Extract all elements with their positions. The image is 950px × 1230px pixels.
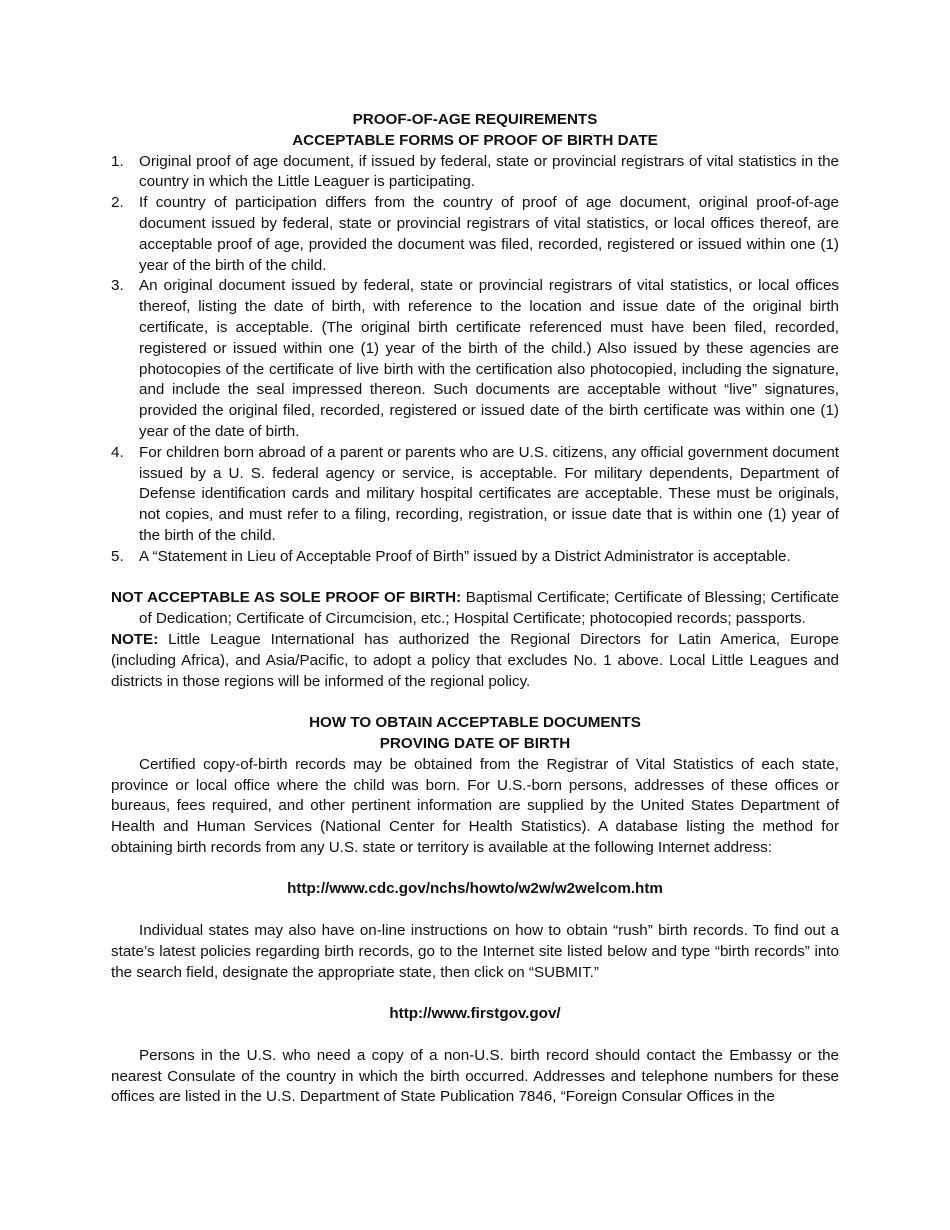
page-subtitle: ACCEPTABLE FORMS OF PROOF OF BIRTH DATE	[292, 131, 658, 149]
section-heading: HOW TO OBTAIN ACCEPTABLE DOCUMENTS	[309, 714, 641, 732]
list-item	[111, 443, 839, 547]
list-item	[111, 152, 839, 194]
list-item-text: A “Statement in Lieu of Acceptable Proof of Birth” issued by a District Administrator is acceptable.	[139, 547, 791, 565]
list-item-text: For children born abroad of a parent or parents who are U.S. citizens, any official government document issued by a U. S. federal agency or service, is acceptable. For military dependents, Department of Defense identification cards and military hospital certificates are acceptable. These must be originals, not copies, and must refer to a filing, recording, registration, or issue date that is within one (1) year of the birth of the child.	[139, 443, 839, 544]
page-title: PROOF-OF-AGE REQUIREMENTS	[352, 111, 598, 128]
list-item-text: An original document issued by federal, state or provincial registrars of vital statistics, or local offices thereof, listing the date of birth, with reference to the location and issue date of the original birth certificate, is acceptable. (The original birth certificate referenced must have been filed, recorded, registered or issued within one (1) year of the birth of the child.) Also issued by these agencies are photocopies of the certificate of live birth with the certification also photocopied, including the signature, and include the seal impressed thereon. Such documents are acceptable without “live” signatures, provided the original filed, recorded, registered or issued date of the birth certificate was within one (1) year of the date of birth.	[139, 277, 839, 440]
list-number: 1.	[111, 152, 124, 170]
document-page	[111, 110, 839, 1108]
list-number: 5.	[111, 547, 124, 565]
acceptable-forms-list	[111, 152, 839, 568]
spacer	[111, 859, 839, 880]
note-text: Little League International has authorized the Regional Directors for Latin America, Europe (including Africa), and Asia/Pacific, to adopt a policy that excludes No. 1 above. Local Little Leagues and districts in those regions will be informed of the regional policy.	[111, 630, 839, 690]
foreign-records-paragraph: Persons in the U.S. who need a copy of a non-U.S. birth record should contact the Embassy or the nearest Consulate of the country in which the birth occurred. Addresses and telephone numbers for these offices are listed in the U.S. Department of State Publication 7846, “Foreign Consular Offices in the	[111, 1046, 839, 1106]
list-number: 2.	[111, 194, 124, 212]
spacer	[111, 983, 839, 1004]
list-item-text: Original proof of age document, if issued by federal, state or provincial registrars of vital statistics in the country in which the Little Leaguer is participating.	[139, 152, 839, 191]
note-label: NOTE:	[111, 630, 159, 648]
not-acceptable-text: Baptismal Certificate; Certificate of Blessing; Certificate of Dedication; Certificate of Circumcision, etc.; Hospital Certificate; photocopied records; passports.	[139, 589, 840, 628]
cdc-url-link[interactable]: http://www.cdc.gov/nchs/howto/w2w/w2welcom.htm	[287, 880, 663, 898]
section-subheading: PROVING DATE OF BIRTH	[379, 734, 571, 752]
spacer	[111, 1025, 839, 1046]
spacer	[111, 568, 839, 589]
birth-records-paragraph: Certified copy-of-birth records may be obtained from the Registrar of Vital Statistics of each state, province or local office where the child was born. For U.S.-born persons, addresses of these offices or bureaus, fees required, and other pertinent information are supplied by the United States Department of Health and Human Services (National Center for Health Statistics). A database listing the method for obtaining birth records from any U.S. state or territory is available at the following Internet address:	[111, 755, 839, 856]
spacer	[111, 692, 839, 713]
list-item-text: If country of participation differs from the country of proof of age document, original proof-of-age document issued by federal, state or provincial registrars of vital statistics, or local offices thereof, are acceptable proof of age, provided the document was filed, recorded, registered or issued within one (1) year of the birth of the child.	[139, 194, 839, 274]
list-item	[111, 276, 839, 442]
list-item	[111, 193, 839, 276]
list-number: 4.	[111, 443, 124, 461]
rush-records-paragraph: Individual states may also have on-line instructions on how to obtain “rush” birth records. To find out a state’s latest policies regarding birth records, go to the Internet site listed below and type “birth records” into the search field, designate the appropriate state, then click on “SUBMIT.”	[111, 922, 839, 981]
firstgov-url-link[interactable]: http://www.firstgov.gov/	[389, 1005, 561, 1023]
spacer	[111, 900, 839, 921]
not-acceptable-paragraph	[111, 588, 839, 630]
note-paragraph	[111, 630, 839, 692]
list-item	[111, 547, 839, 568]
not-acceptable-label: NOT ACCEPTABLE AS SOLE PROOF OF BIRTH:	[111, 589, 462, 607]
list-number: 3.	[111, 277, 124, 295]
